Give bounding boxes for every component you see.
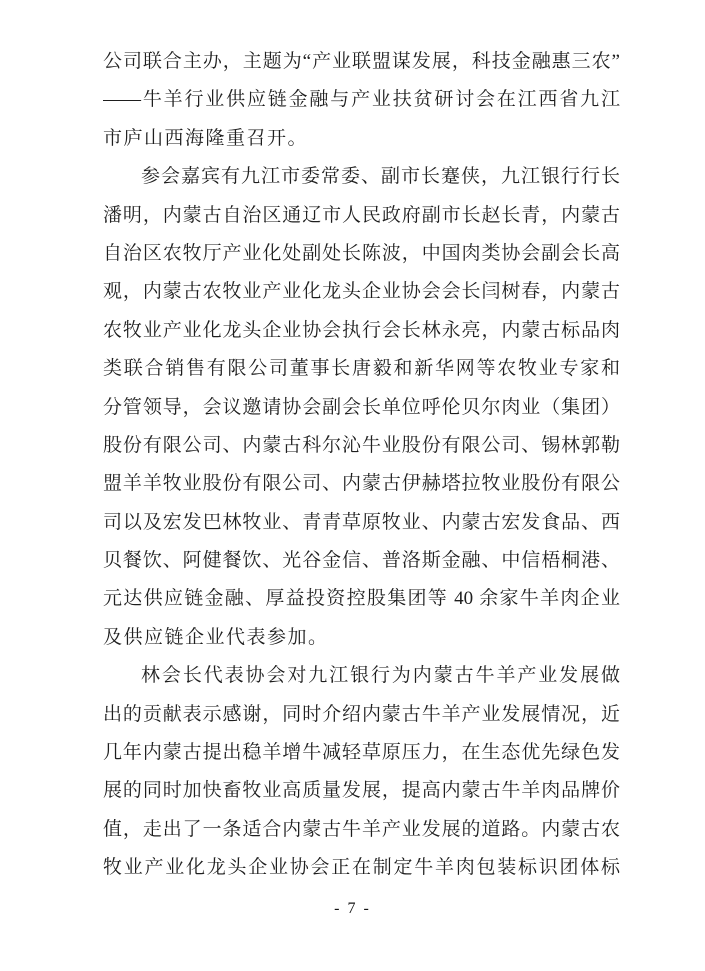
text-line: 观，内蒙古农牧业产业化龙头企业协会会长闫树春，内蒙古 xyxy=(103,281,620,303)
text-line: 司以及宏发巴林牧业、青青草原牧业、内蒙古宏发食品、西 xyxy=(103,511,620,533)
text-line: 林会长代表协会对九江银行为内蒙古牛羊产业发展做 xyxy=(141,665,620,687)
text-line: 展的同时加快畜牧业高质量发展，提高内蒙古牛羊肉品牌价 xyxy=(103,780,620,802)
text-line: 值，走出了一条适合内蒙古牛羊产业发展的道路。内蒙古农 xyxy=(103,818,620,840)
text-line: 类联合销售有限公司董事长唐毅和新华网等农牧业专家和 xyxy=(103,358,620,380)
document-body xyxy=(103,43,620,888)
text-line: 牧业产业化龙头企业协会正在制定牛羊肉包装标识团体标 xyxy=(103,857,620,879)
text-line: 及供应链企业代表参加。 xyxy=(103,626,329,648)
text-line: 农牧业产业化龙头企业协会执行会长林永亮，内蒙古标品肉 xyxy=(103,319,620,341)
text-line: 元达供应链金融、厚益投资控股集团等 40 余家牛羊肉企业 xyxy=(103,588,620,610)
text-line: 潘明，内蒙古自治区通辽市人民政府副市长赵长青，内蒙古 xyxy=(103,204,620,226)
text-line: ——牛羊行业供应链金融与产业扶贫研讨会在江西省九江 xyxy=(103,89,620,111)
text-line: 几年内蒙古提出稳羊增牛减轻草原压力，在生态优先绿色发 xyxy=(103,742,620,764)
text-line: 市庐山西海隆重召开。 xyxy=(103,127,309,149)
text-line: 分管领导，会议邀请协会副会长单位呼伦贝尔肉业（集团） xyxy=(103,396,620,418)
text-line: 参会嘉宾有九江市委常委、副市长蹇侠，九江银行行长 xyxy=(141,166,620,188)
text-line: 盟羊羊牧业股份有限公司、内蒙古伊赫塔拉牧业股份有限公 xyxy=(103,473,620,495)
text-line: 股份有限公司、内蒙古科尔沁牛业股份有限公司、锡林郭勒 xyxy=(103,434,620,456)
text-line: 出的贡献表示感谢，同时介绍内蒙古牛羊产业发展情况，近 xyxy=(103,703,620,725)
text-line: 自治区农牧厅产业化处副处长陈波，中国肉类协会副会长高 xyxy=(103,242,620,264)
page-footer xyxy=(0,900,705,918)
text-line: 公司联合主办，主题为“产业联盟谋发展，科技金融惠三农” xyxy=(103,51,620,72)
page-number: - 7 - xyxy=(334,900,371,917)
text-line: 贝餐饮、阿健餐饮、光谷金信、普洛斯金融、中信梧桐港、 xyxy=(103,550,620,572)
